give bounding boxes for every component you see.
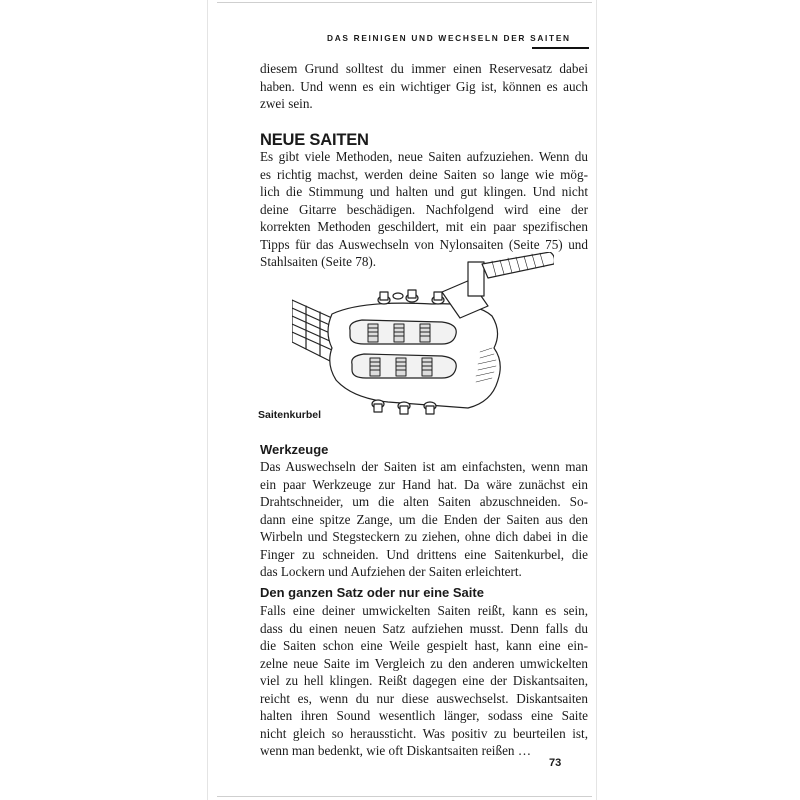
text-line: Tipps für das Auswechseln von Nylonsaiten (Seite 75) und <box>260 236 588 252</box>
text-line: Finger zu schneiden. Und drittens eine Saitenkurbel, die <box>260 546 588 562</box>
text-line: diesem Grund solltest du immer einen Reservesatz dabei <box>260 61 588 76</box>
intro-paragraph <box>260 60 588 113</box>
section-title: NEUE SAITEN <box>260 131 369 149</box>
text-line: zelne neue Saite im Vergleich zu den anderen umwickelten <box>260 655 588 671</box>
text-line: reicht es, wenn du nur diese auswechselst. Diskantsaiten <box>260 690 588 706</box>
text-line: das Lockern und Aufziehen der Saiten erleichtert. <box>260 564 522 579</box>
text-line: viel zu hell klingen. Reißt dagegen eine der Diskantsaiten, <box>260 673 588 688</box>
text-line: Das Auswechseln der Saiten ist am einfachsten, wenn man <box>260 459 588 474</box>
text-line: halten ihren Sound wesentlich länger, sodass eine Saite <box>260 708 588 723</box>
page-number: 73 <box>549 757 562 769</box>
text-line: haben. Und wenn es ein wichtiger Gig ist, können es auch <box>260 78 588 94</box>
text-line: zwei sein. <box>260 96 313 111</box>
text-line: ein paar Werkzeuge zur Hand hat. Da wäre zunächst ein <box>260 476 588 492</box>
text-line: dann eine spitze Zange, um die Enden der Saiten aus den <box>260 511 588 527</box>
string-winder-illustration <box>292 252 554 420</box>
text-line: Es gibt viele Methoden, neue Saiten aufzuziehen. Wenn du <box>260 149 588 164</box>
text-line: dass du einen neuen Satz aufziehen musst. Denn falls du <box>260 620 588 636</box>
subsection-title-satz: Den ganzen Satz oder nur eine Saite <box>260 585 484 600</box>
text-line: Stahlsaiten (Seite 78). <box>260 254 377 269</box>
text-line: deine Gitarre beschädigen. Nachfolgend wird eine der <box>260 201 588 217</box>
satz-paragraph <box>260 602 588 760</box>
text-line: lich die Stimmung und halten und gut klingen. Und nicht <box>260 184 588 199</box>
top-page-edge <box>217 2 592 3</box>
text-line: wenn man bedenkt, wie oft Diskantsaiten reißen … <box>260 743 532 758</box>
text-line: Wirbeln und Stegsteckern zu ziehen, ohne dich dabei in die <box>260 529 588 544</box>
text-line: korrekten Methoden geschildert, mit ein paar spezifischen <box>260 219 588 234</box>
subsection-title-werkzeuge: Werkzeuge <box>260 442 329 457</box>
text-line: Drahtschneider, um die alten Saiten abzuschneiden. So- <box>260 494 588 509</box>
text-line: die Saiten schon eine Weile gespielt hast, kann eine ein- <box>260 638 588 653</box>
text-line: es richtig machst, werden deine Saiten so lange wie mög- <box>260 166 588 182</box>
book-page <box>207 0 597 800</box>
running-header-underline <box>532 47 589 49</box>
text-line: nicht gleich so heraussticht. Was positiv zu beurteilen ist, <box>260 725 588 741</box>
bottom-page-edge <box>217 796 592 797</box>
running-header: DAS REINIGEN UND WECHSELN DER SAITEN <box>327 33 571 43</box>
figure-caption: Saitenkurbel <box>258 409 322 421</box>
werkzeuge-paragraph <box>260 458 588 581</box>
text-line: Falls eine deiner umwickelten Saiten reißt, kann es sein, <box>260 603 588 618</box>
